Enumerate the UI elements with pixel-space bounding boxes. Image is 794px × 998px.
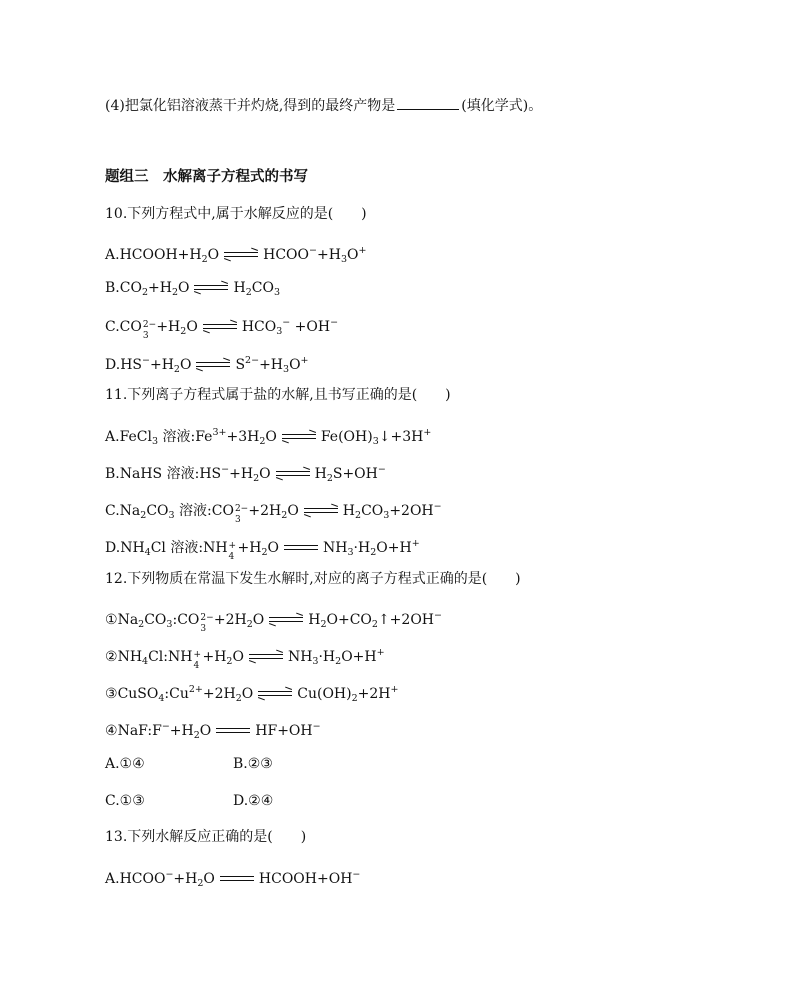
ion-charge-index: 2− 3: [234, 504, 249, 525]
reversible-arrow-icon: [194, 283, 228, 293]
q12-option-b: B.②③: [233, 756, 273, 772]
equals-arrow-icon: [220, 874, 254, 884]
question-13-stem: 13.下列水解反应正确的是( ): [105, 829, 307, 845]
reversible-arrow-icon: [249, 652, 283, 662]
q10-option-d: $D.HS^-+H_2O$ $S^{2-}+H_3O^+$: [105, 355, 309, 375]
reversible-arrow-icon: [196, 360, 230, 370]
q12-item-1: $①Na_2CO_3:CO$ 2− 3 $+2H_2O$ $H_2O+CO_2↑+2OH^-$: [105, 610, 442, 634]
reversible-arrow-icon: [282, 432, 316, 442]
section-title: 题组三 水解离子方程式的书写: [105, 169, 308, 185]
q4-text-after: (填化学式)。: [461, 98, 543, 114]
reversible-arrow-icon: [276, 469, 310, 479]
question-12-stem: 12.下列物质在常温下发生水解时,对应的离子方程式正确的是( ): [105, 571, 521, 587]
ion-charge-index: 2− 3: [142, 320, 157, 341]
question-4-part-4: [105, 95, 542, 115]
reversible-arrow-icon: [269, 615, 303, 625]
q11-option-a: A.FeCl$_3$ 溶液$:Fe^{3+}+3H_2O$ $Fe(OH)_3↓+3H^+$: [105, 427, 432, 447]
q12-option-a: A.①④: [105, 756, 145, 772]
reversible-arrow-icon: [203, 322, 237, 332]
q10-option-b: $B.CO_2+H_2O$ $H_2CO_3$: [105, 280, 280, 298]
q11-option-d: $D.NH_4Cl$ 溶液:NH + 4 $+H_2O$ $NH_3\cdot H_2O+H^+$: [105, 538, 420, 562]
question-10-stem: 10.下列方程式中,属于水解反应的是( ): [105, 206, 367, 222]
q12-item-2: $②NH_4Cl:NH$ + 4 $+H_2O$ $NH_3\cdot H_2O+H^+$: [105, 647, 385, 671]
q12-item-4: $④NaF:F^-+H_2O$ HF+OH−: [105, 721, 321, 741]
q12-item-3: $③CuSO_4:Cu^{2+}+2H_2O$ $Cu(OH)_2+2H^+$: [105, 684, 399, 704]
q12-option-c: C.①③: [105, 793, 145, 809]
ion-charge-index: + 4: [193, 650, 202, 671]
reversible-arrow-icon: [224, 250, 258, 260]
q11-option-b: B.NaHS 溶液$:HS^-+H_2O$ $H_2S+OH^-$: [105, 464, 386, 484]
answer-blank: [397, 95, 459, 110]
q13-option-a: $A.HCOO^-+H_2O$ HCOOH+OH−: [105, 869, 361, 889]
q12-options-row-2: [105, 792, 274, 810]
reversible-arrow-icon: [304, 506, 338, 516]
q10-option-a: $A.HCOOH+H_2O$ $HCOO^-+H_3O^+$: [105, 245, 367, 265]
q11-option-c: $C.Na_2CO_3$ 溶液:CO 2− 3 $+2H_2O$ $H_2CO_3+2OH^-$: [105, 501, 442, 525]
question-11-stem: 11.下列离子方程式属于盐的水解,且书写正确的是( ): [105, 387, 451, 403]
q10-option-c: C.CO 2− 3 $+H_2O$ $HCO_3^- +OH^-$: [105, 317, 339, 341]
q12-option-d: D.②④: [233, 793, 274, 809]
equals-arrow-icon: [284, 543, 318, 553]
equals-arrow-icon: [216, 726, 250, 736]
q12-options-row-1: [105, 755, 273, 773]
ion-charge-index: + 4: [228, 541, 237, 562]
q4-text-before: (4)把氯化铝溶液蒸干并灼烧,得到的最终产物是: [105, 98, 396, 114]
ion-charge-index: 2− 3: [200, 613, 214, 634]
reversible-arrow-icon: [258, 689, 292, 699]
